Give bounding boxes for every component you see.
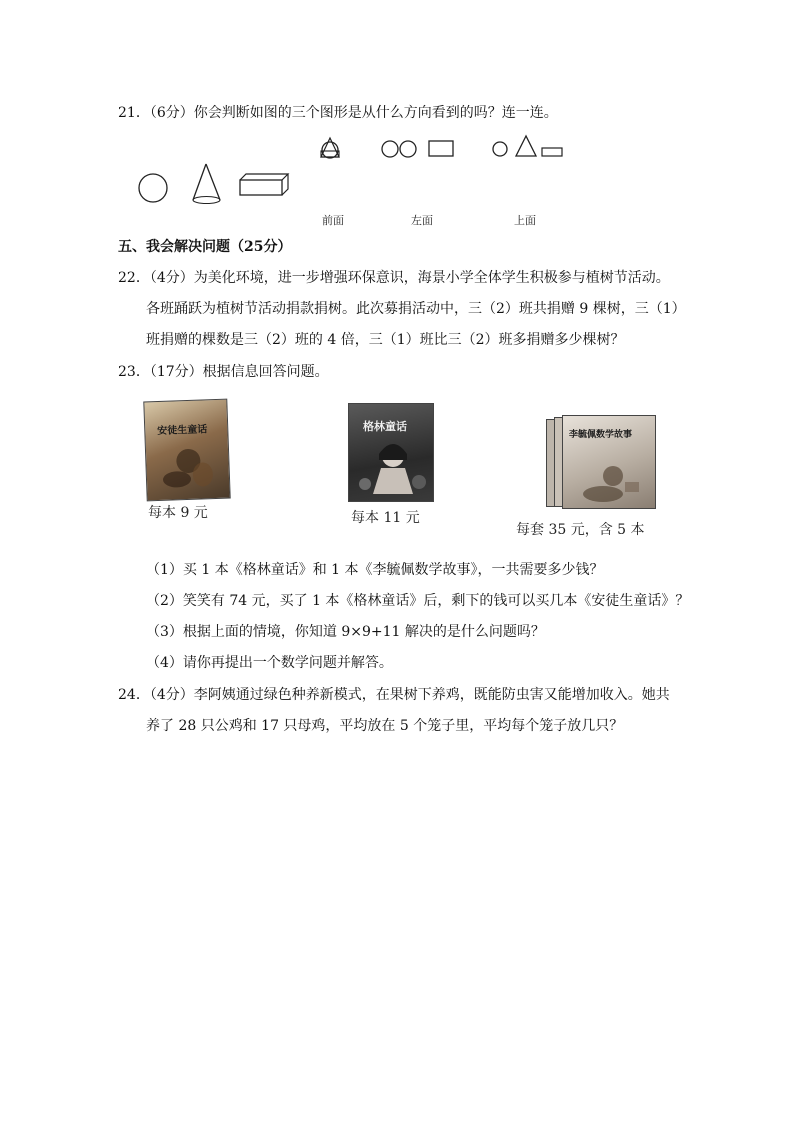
q22-line3: 班捐赠的棵数是三（2）班的 4 倍，三（1）班比三（2）班多捐赠多少棵树？: [146, 332, 625, 348]
sphere-shape: [139, 174, 167, 202]
section5-heading: 五、我会解决问题（25分）: [118, 239, 292, 255]
book-cover-andersen: [143, 399, 230, 502]
book-illustration-andersen: [144, 400, 229, 501]
book-card-1: [142, 398, 242, 528]
q22-line2: 各班踊跃为植树节活动捐款捐树。此次募捐活动中，三（2）班共捐赠 9 棵树，三（1）: [146, 301, 686, 317]
top-view-shapes: [493, 136, 562, 156]
book-cover-liyupei: [562, 415, 656, 509]
q23-sub3: （3）根据上面的情境，你知道 9×9+11 解决的是什么问题吗？: [146, 624, 545, 640]
book-title-grimm: 格林童话: [363, 420, 407, 433]
book-illustration-liyupei: [563, 416, 655, 508]
book-price-grimm: 每本 11 元: [351, 510, 420, 526]
left-view-shapes: [382, 141, 453, 157]
q23-text: 23．（17分）根据信息回答问题。: [118, 364, 329, 380]
q23-sub2: （2）笑笑有 74 元，买了 1 本《格林童话》后，剩下的钱可以买几本《安徒生童话》？: [146, 593, 690, 609]
q21-text: 21．（6分）你会判断如图的三个图形是从什么方向看到的吗？连一连。: [118, 105, 558, 121]
q23-sub4: （4）请你再提出一个数学问题并解答。: [146, 655, 393, 671]
book-title-liyupei: 李毓佩数学故事: [569, 430, 633, 440]
q23-sub1: （1）买 1 本《格林童话》和 1 本《李毓佩数学故事》，一共需要多少钱？: [146, 562, 604, 578]
view-label-left: 左面: [411, 214, 433, 227]
cuboid-shape: [240, 174, 288, 195]
book-title-andersen: 安徒生童话: [157, 424, 208, 438]
q21-solids-svg: [132, 130, 564, 230]
view-label-front: 前面: [322, 214, 344, 227]
q24-line2: 养了 28 只公鸡和 17 只母鸡，平均放在 5 个笼子里，平均每个笼子放几只？: [146, 718, 624, 734]
book-price-andersen: 每本 9 元: [148, 505, 208, 521]
q22-line1: 22．（4分）为美化环境，进一步增强环保意识，海景小学全体学生积极参与植树节活动。: [118, 270, 670, 286]
cone-shape: [193, 164, 220, 204]
q21-figure: [132, 130, 564, 230]
book-price-liyupei: 每套 35 元，含 5 本: [516, 522, 645, 538]
book-card-2: [343, 401, 443, 531]
q24-line1: 24．（4分）李阿姨通过绿色种养新模式，在果树下养鸡，既能防虫害又能增加收入。她共: [118, 687, 670, 703]
book-cover-grimm: [348, 403, 434, 502]
view-label-top: 上面: [514, 214, 536, 227]
front-view-shapes: [321, 138, 339, 158]
book-card-3: [516, 397, 676, 547]
book-illustration-grimm: [349, 404, 433, 501]
